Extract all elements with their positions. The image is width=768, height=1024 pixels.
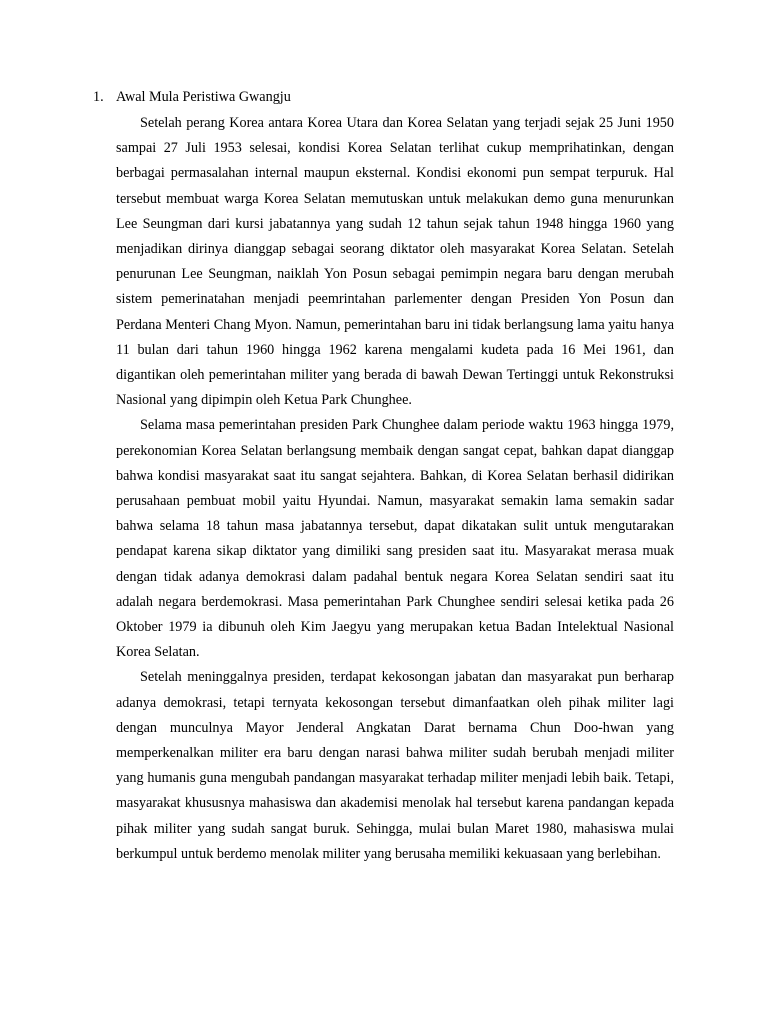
paragraph: Setelah perang Korea antara Korea Utara dan Korea Selatan yang terjadi sejak 25 Juni 1950 sampai 27 Juli 1953 selesai, kondisi Korea Selatan terlihat cukup memprihatinkan, dengan berbagai permasalahan internal maupun eksternal. Kondisi ekonomi pun sempat terpuruk. Hal tersebut membuat warga Korea Selatan memutuskan untuk melakukan demo guna menurunkan Lee Seungman dari kursi jabatannya yang sudah 12 tahun sejak tahun 1948 hingga 1960 yang menjadikan dirinya dianggap sebagai seorang diktator oleh masyarakat Korea Selatan. Setelah penurunan Lee Seungman, naiklah Yon Posun sebagai pemimpin negara baru dengan merubah sistem pemerinatahan menjadi peemrintahan parlementer dengan Presiden Yon Posun dan Perdana Menteri Chang Myon. Namun, pemerintahan baru ini tidak berlangsung lama yaitu hanya 11 bulan dari tahun 1960 hingga 1962 karena mengalami kudeta pada 16 Mei 1961, dan digantikan oleh pemerintahan militer yang berada di bawah Dewan Tertinggi untuk Rekonstruksi Nasional yang dipimpin oleh Ketua Park Chunghee. bbox=[116, 115, 674, 409]
section-number: 1. bbox=[93, 89, 104, 105]
section-heading bbox=[93, 87, 291, 107]
document-body bbox=[116, 111, 674, 867]
paragraph: Setelah meninggalnya presiden, terdapat kekosongan jabatan dan masyarakat pun berharap adanya demokrasi, tetapi ternyata kekosongan tersebut dimanfaatkan oleh pihak militer lagi dengan munculnya Mayor Jenderal Angkatan Darat bernama Chun Doo-hwan yang memperkenalkan militer era baru dengan narasi bahwa militer sudah berubah menjadi militer yang humanis guna mengubah pandangan masyarakat terhadap militer menjadi lebih baik. Tetapi, masyarakat khususnya mahasiswa dan akademisi menolak hal tersebut karena pandangan kepada pihak militer yang sudah sangat buruk. Sehingga, mulai bulan Maret 1980, mahasiswa mulai berkumpul untuk berdemo menolak militer yang berusaha memiliki kekuasaan yang berlebihan. bbox=[116, 669, 674, 862]
section-title: Awal Mula Peristiwa Gwangju bbox=[116, 89, 291, 105]
paragraph: Selama masa pemerintahan presiden Park Chunghee dalam periode waktu 1963 hingga 1979, perekonomian Korea Selatan berlangsung membaik dengan sangat cepat, bahkan dapat dianggap bahwa kondisi masyarakat saat itu sangat sejahtera. Bahkan, di Korea Selatan berhasil didirikan perusahaan pembuat mobil yaitu Hyundai. Namun, masyarakat semakin lama semakin sadar bahwa selama 18 tahun masa jabatannya tersebut, dapat dikatakan sulit untuk mengutarakan pendapat karena sikap diktator yang dimiliki sang presiden saat itu. Masyarakat merasa muak dengan tidak adanya demokrasi dalam padahal bentuk negara Korea Selatan sendiri saat itu adalah negara berdemokrasi. Masa pemerintahan Park Chunghee sendiri selesai ketika pada 26 Oktober 1979 ia dibunuh oleh Kim Jaegyu yang merupakan ketua Badan Intelektual Nasional Korea Selatan. bbox=[116, 417, 674, 661]
